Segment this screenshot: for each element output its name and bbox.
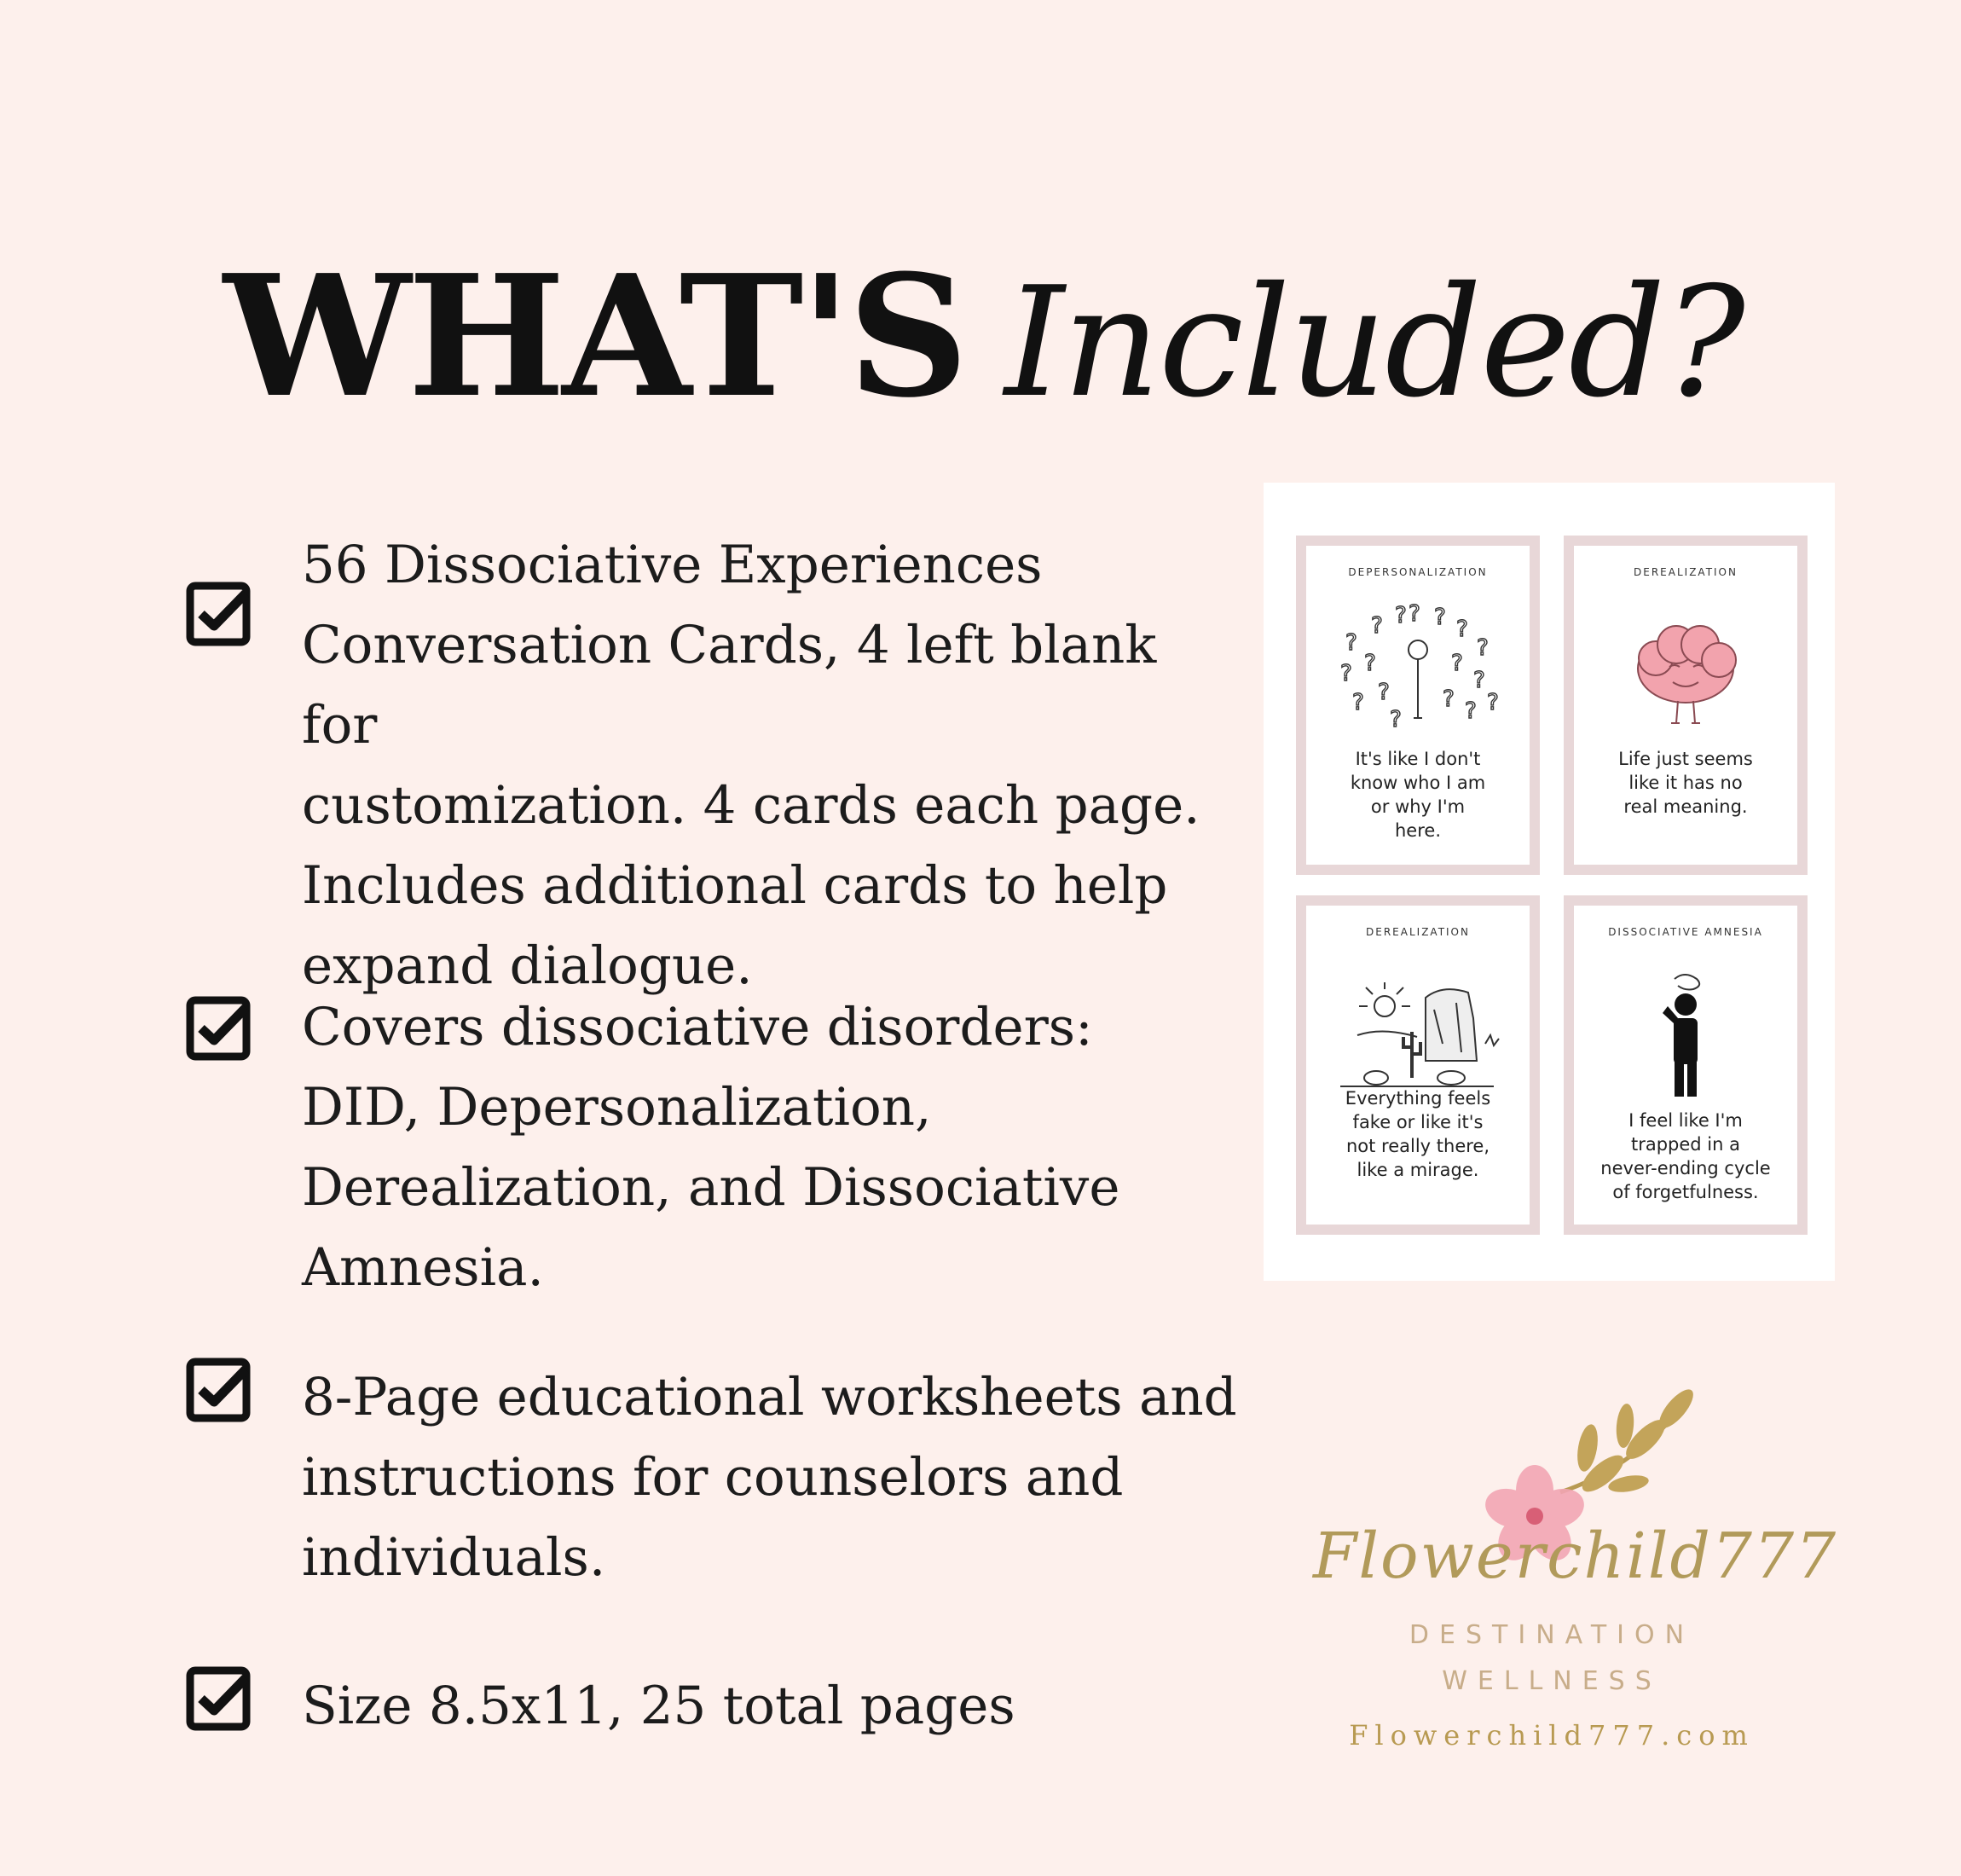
checkbox-checked-icon	[186, 996, 251, 1061]
conversation-card	[1296, 895, 1540, 1235]
feature-text: 8-Page educational worksheets and instructions for counselors and individuals.	[302, 1367, 1237, 1588]
card-text: I feel like I'm trapped in a never-ending cycle of forgetfulness.	[1600, 1110, 1771, 1202]
svg-text:?: ?	[1487, 690, 1499, 715]
card-preview-sheet	[1264, 483, 1835, 1281]
page-headline	[223, 239, 1744, 435]
svg-text:?: ?	[1443, 686, 1455, 712]
svg-text:?: ?	[1477, 635, 1489, 661]
brain-character-icon	[1574, 599, 1797, 744]
conversation-card	[1564, 895, 1808, 1235]
card-category: DEREALIZATION	[1366, 926, 1470, 938]
desert-mirage-icon	[1306, 958, 1530, 1103]
brand-tagline: DESTINATION	[1409, 1620, 1695, 1650]
svg-text:?: ?	[1364, 651, 1376, 676]
svg-text:?: ?	[1473, 668, 1485, 693]
card-category: DISSOCIATIVE AMNESIA	[1608, 926, 1763, 938]
confused-person-icon	[1574, 958, 1797, 1103]
svg-text:?: ?	[1371, 613, 1383, 639]
svg-text:?: ?	[1352, 690, 1364, 715]
feature-text: Covers dissociative disorders: DID, Depersonalization, Derealization, and Dissociative Amnesia.	[302, 997, 1120, 1298]
conversation-card	[1296, 536, 1540, 875]
headline-script: Included?	[1004, 254, 1744, 431]
svg-text:?: ?	[1456, 617, 1468, 642]
svg-text:?: ?	[1409, 601, 1420, 627]
card-text: Everything feels fake or like it's not really there, like a mirage.	[1345, 1088, 1491, 1180]
card-text: Life just seems like it has no real meaning.	[1618, 749, 1753, 817]
svg-text:?: ?	[1345, 630, 1357, 656]
feature-text: Size 8.5x11, 25 total pages	[302, 1676, 1015, 1736]
svg-text:?: ?	[1395, 603, 1407, 628]
question-cloud-icon	[1306, 599, 1530, 744]
svg-text:?: ?	[1434, 605, 1446, 630]
checkbox-checked-icon	[186, 582, 251, 646]
brand-name: Flowerchild777	[1313, 1520, 1838, 1593]
headline-bold: WHAT'S	[223, 239, 966, 435]
checkbox-checked-icon	[186, 1358, 251, 1422]
svg-text:?: ?	[1451, 651, 1463, 676]
svg-text:?: ?	[1378, 680, 1390, 705]
svg-text:?: ?	[1340, 661, 1352, 686]
conversation-card	[1564, 536, 1808, 875]
card-category: DEREALIZATION	[1634, 566, 1738, 578]
brand-logo	[1279, 1373, 1838, 1765]
checkbox-checked-icon	[186, 1666, 251, 1731]
brand-tagline: WELLNESS	[1442, 1666, 1662, 1696]
brand-url: Flowerchild777.com	[1349, 1719, 1755, 1752]
feature-text: 56 Dissociative Experiences Conversation Cards, 4 left blank for customization. 4 cards each page. Includes additional cards to help expand dialogue.	[302, 535, 1200, 996]
card-text: It's like I don't know who I am or why I'm here.	[1350, 749, 1486, 841]
svg-text:?: ?	[1390, 707, 1402, 732]
svg-text:?: ?	[1465, 698, 1477, 724]
card-category: DEPERSONALIZATION	[1348, 566, 1488, 578]
